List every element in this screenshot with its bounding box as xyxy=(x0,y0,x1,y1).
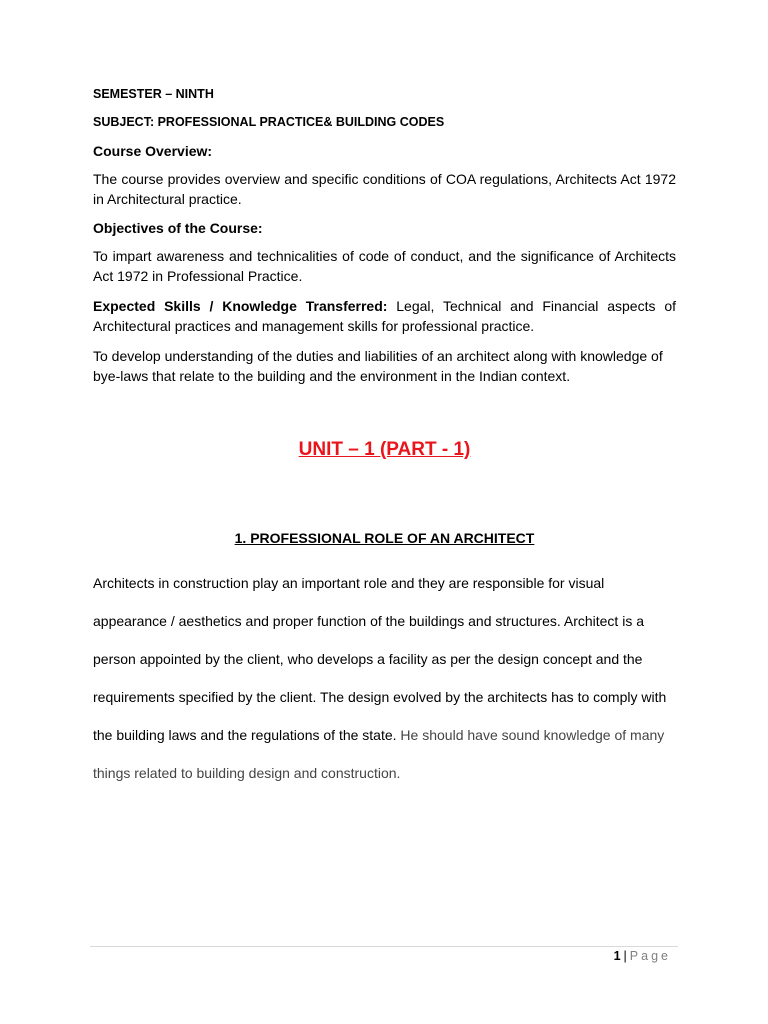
page-footer xyxy=(614,948,671,964)
objectives-text: To impart awareness and technicalities of code of conduct, and the significance of Architects Act 1972 in Professional Practice. xyxy=(93,248,676,284)
subject-heading: SUBJECT: PROFESSIONAL PRACTICE& BUILDING CODES xyxy=(93,115,445,129)
semester-heading: SEMESTER – NINTH xyxy=(93,87,214,101)
footer-separator: | xyxy=(623,949,627,963)
section-body-grey: He should have sound knowledge of many things related to building design and construction. xyxy=(93,727,665,781)
footer-divider xyxy=(90,946,678,947)
skills-label: Expected Skills / Knowledge Transferred: xyxy=(93,298,388,314)
develop-paragraph: To develop understanding of the duties and liabilities of an architect along with knowledge of bye-laws that relate to the building and the environment in the Indian context. xyxy=(93,348,663,384)
objectives-heading: Objectives of the Course: xyxy=(93,220,263,236)
course-overview-heading: Course Overview: xyxy=(93,143,213,159)
section-body xyxy=(93,564,676,792)
section-title: 1. PROFESSIONAL ROLE OF AN ARCHITECT xyxy=(234,530,535,546)
course-overview-text: The course provides overview and specific conditions of COA regulations, Architects Act 1972 in Architectural practice. xyxy=(93,171,676,207)
section-body-main: Architects in construction play an important role and they are responsible for visual appearance / aesthetics and proper function of the buildings and structures. Architect is a person appointed by the client, who develops a facility as per the design concept and the requirements specified by the client. The design evolved by the architects has to comply with the building laws and the regulations of the state. xyxy=(93,575,667,743)
skills-text: Legal, Technical and Financial aspects of Architectural practices and management skills for professional practice. xyxy=(93,298,676,334)
page-label: Page xyxy=(629,949,671,963)
page-number: 1 xyxy=(613,949,621,963)
skills-paragraph xyxy=(93,296,676,336)
document-page xyxy=(93,86,676,792)
unit-title: UNIT – 1 (PART - 1) xyxy=(298,439,471,460)
